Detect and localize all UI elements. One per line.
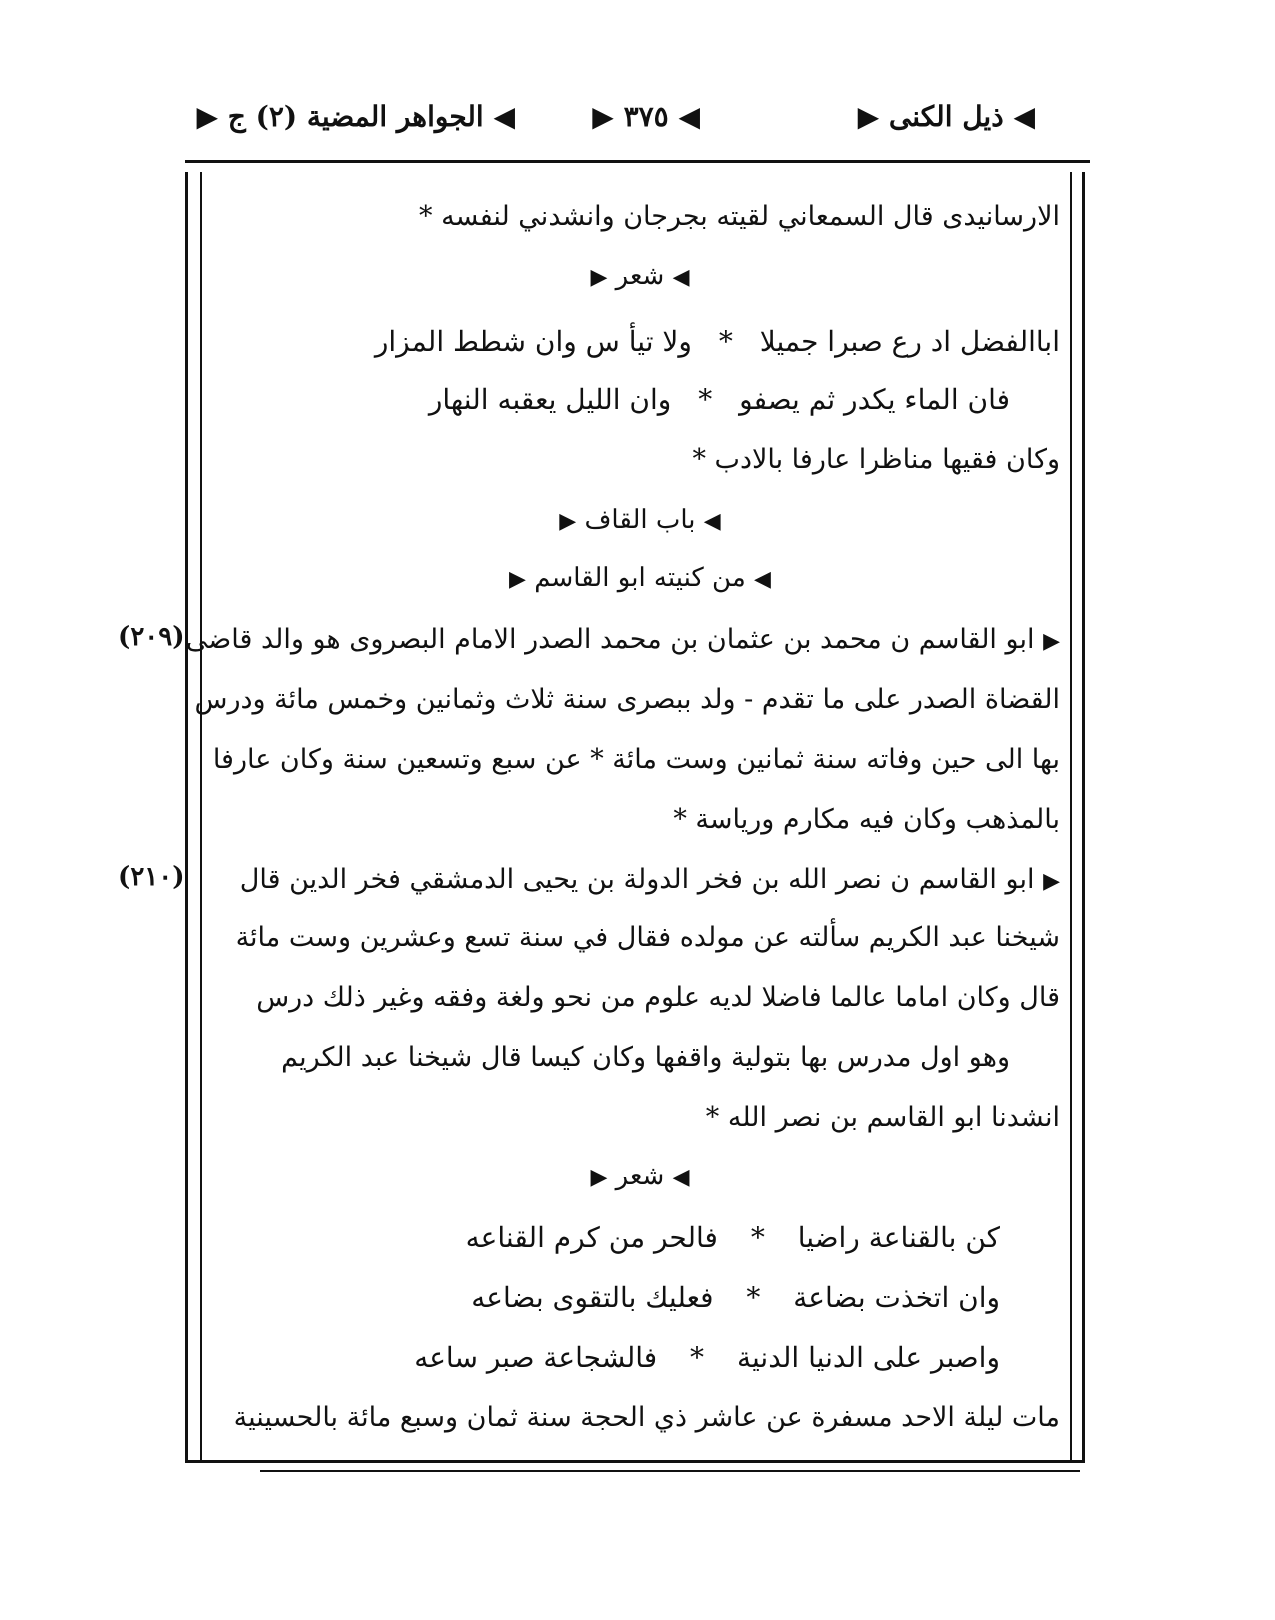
ornament: ▶	[592, 100, 614, 133]
ornament: ◀	[1013, 100, 1035, 133]
subchapter-heading: ◀ من كنيته ابو القاسم ▶	[509, 563, 771, 593]
entry-number: (٢١٠)	[118, 862, 185, 892]
verse-line: اباالفضل اد رع صبرا جميلا * ولا تيأ س وان شطط المزار	[374, 325, 1060, 358]
frame-right-outer	[1082, 172, 1085, 1462]
ornament: ▶	[857, 100, 880, 133]
ornament: ◀	[754, 567, 771, 592]
entry-line: بها الى حين وفاته سنة ثمانين وست مائة * عن سبع وتسعين سنة وكان عارفا	[212, 744, 1060, 775]
text-line: الارسانيدى قال السمعاني لقيته بجرجان وانشدني لنفسه *	[419, 201, 1060, 232]
page-number: ◀ ٣٧٥ ▶	[592, 100, 700, 133]
closing-line: مات ليلة الاحد مسفرة عن عاشر ذي الحجة سنة ثمان وسبع مائة بالحسينية	[233, 1402, 1060, 1433]
header-left-title: ◀ الجواهر المضية (٢) ج ▶	[196, 100, 515, 133]
text-line: وكان فقيها مناظرا عارفا بالادب *	[692, 444, 1060, 475]
ornament: ▶	[559, 509, 577, 534]
ornament: ▶	[1043, 629, 1060, 654]
verse-line: كن بالقناعة راضيا * فالحر من كرم القناعه	[465, 1221, 1000, 1254]
ornament: ◀	[493, 100, 515, 133]
entry-line: ▶ ابو القاسم ن نصر الله بن فخر الدولة بن يحيى الدمشقي فخر الدين قال	[239, 864, 1060, 895]
ornament: ◀	[703, 509, 721, 534]
entry-line: القضاة الصدر على ما تقدم - ولد ببصرى سنة ثلاث وثمانين وخمس مائة ودرس	[194, 684, 1060, 715]
verse-line: فان الماء يكدر ثم يصفو * وان الليل يعقبه النهار	[428, 383, 1010, 416]
ornament: ◀	[672, 265, 690, 290]
poem-heading: ◀ شعر ▶	[590, 1161, 690, 1191]
ornament: ▶	[590, 1165, 608, 1190]
verse-line: وان اتخذت بضاعة * فعليك بالتقوى بضاعه	[471, 1281, 1000, 1314]
frame-bottom-rule-2	[260, 1470, 1080, 1472]
chapter-heading: ◀ باب القاف ▶	[559, 505, 721, 535]
entry-line: بالمذهب وكان فيه مكارم ورياسة *	[673, 804, 1060, 835]
ornament: ◀	[678, 100, 700, 133]
entry-number: (٢٠٩)	[118, 622, 185, 652]
ornament: ▶	[1043, 869, 1060, 894]
page-header	[196, 100, 1035, 148]
ornament: ▶	[590, 265, 608, 290]
ornament: ◀	[672, 1165, 690, 1190]
entry-line: ▶ ابو القاسم ن محمد بن عثمان بن محمد الصدر الامام البصروى هو والد قاضى	[185, 624, 1060, 655]
frame-right-inner	[1070, 172, 1072, 1462]
ornament: ▶	[196, 100, 218, 133]
frame-bottom-rule	[185, 1460, 1085, 1463]
frame-left-inner	[200, 172, 202, 1462]
entry-line: انشدنا ابو القاسم بن نصر الله *	[705, 1102, 1060, 1133]
ornament: ▶	[509, 567, 526, 592]
entry-line: شيخنا عبد الكريم سألته عن مولده فقال في سنة تسع وعشرين وست مائة	[235, 922, 1060, 953]
frame-left-outer	[185, 172, 188, 1462]
verse-line: واصبر على الدنيا الدنية * فالشجاعة صبر ساعه	[414, 1341, 1000, 1374]
entry-line: وهو اول مدرس بها بتولية واقفها وكان كيسا قال شيخنا عبد الكريم	[281, 1042, 1010, 1073]
header-rule	[185, 160, 1090, 163]
header-right-title: ◀ ذيل الكنى ▶	[857, 100, 1035, 133]
poem-heading: ◀ شعر ▶	[590, 261, 690, 291]
entry-line: قال وكان اماما عالما فاضلا لديه علوم من نحو ولغة وفقه وغير ذلك درس	[256, 982, 1060, 1013]
